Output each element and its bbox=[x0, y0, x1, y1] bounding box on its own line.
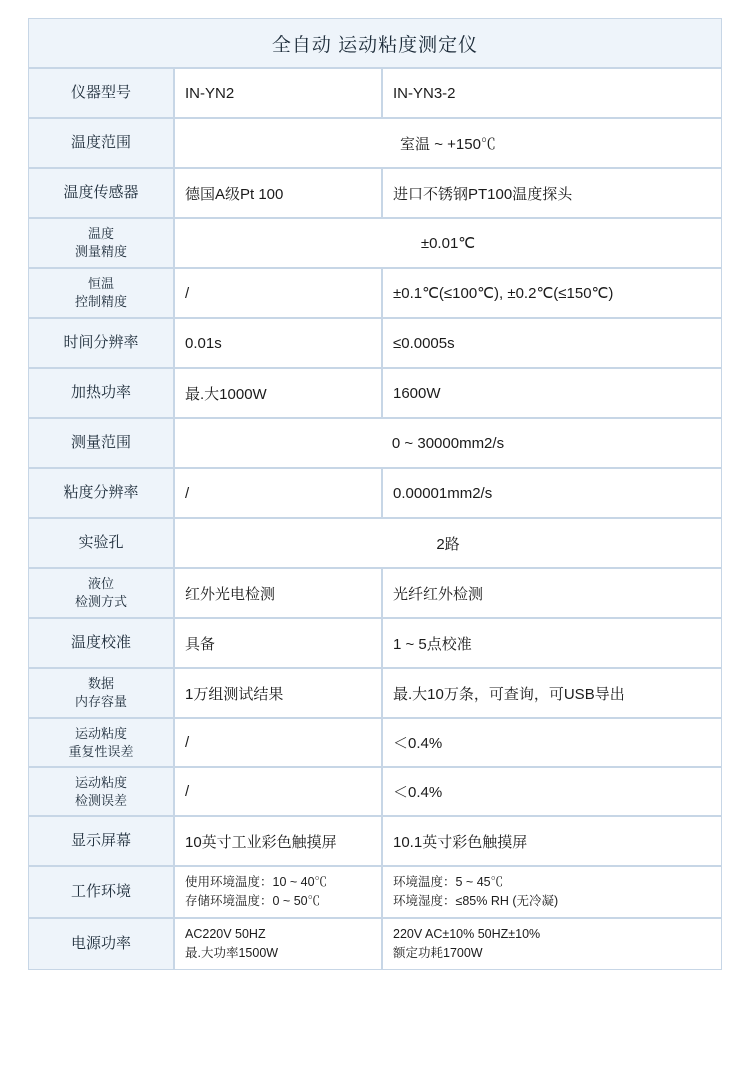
table-row bbox=[28, 518, 722, 568]
row-value-17-col2-line2: 额定功耗1700W bbox=[393, 946, 483, 961]
table-row bbox=[28, 767, 722, 816]
row-value-16-col1-line2: 存储环境温度：0 ~ 50℃ bbox=[185, 894, 321, 909]
row-label-3-line2: 测量精度 bbox=[74, 244, 127, 259]
row-value-16-col2-line2: 环境湿度：≤85% RH (无冷凝) bbox=[393, 894, 559, 909]
row-value-3-merged: ±0.01℃ bbox=[174, 218, 722, 268]
row-label-10-line2: 检测方式 bbox=[74, 594, 127, 609]
row-label-11: 温度校准 bbox=[28, 618, 174, 668]
row-value-14-col2: ＜0.4% bbox=[382, 767, 722, 816]
row-value-2-col2: 进口不锈钢PT100温度探头 bbox=[382, 168, 722, 218]
row-label-16: 工作环境 bbox=[28, 866, 174, 918]
row-value-4-col2: ±0.1℃(≤100℃), ±0.2℃(≤150℃) bbox=[382, 268, 722, 318]
row-value-11-col1: 具备 bbox=[174, 618, 382, 668]
row-value-0-col2: IN-YN3-2 bbox=[382, 68, 722, 118]
table-row bbox=[28, 918, 722, 970]
row-value-17-col2 bbox=[382, 918, 722, 970]
row-value-16-col1 bbox=[174, 866, 382, 918]
table-row bbox=[28, 318, 722, 368]
row-value-14-col1: / bbox=[174, 767, 382, 816]
row-label-4 bbox=[28, 268, 174, 318]
row-label-3-line1: 温度 bbox=[87, 226, 114, 242]
row-value-8-col1: / bbox=[174, 468, 382, 518]
row-label-14-line1: 运动粘度 bbox=[74, 775, 127, 791]
row-value-12-col1: 1万组测试结果 bbox=[174, 668, 382, 718]
row-value-10-col1: 红外光电检测 bbox=[174, 568, 382, 618]
row-value-5-col1: 0.01s bbox=[174, 318, 382, 368]
row-label-15: 显示屏幕 bbox=[28, 816, 174, 866]
row-value-11-col2: 1 ~ 5点校准 bbox=[382, 618, 722, 668]
table-row bbox=[28, 168, 722, 218]
row-label-14-line2: 检测误差 bbox=[74, 792, 127, 808]
row-label-13-line2: 重复性误差 bbox=[68, 743, 134, 759]
table-row bbox=[28, 618, 722, 668]
row-label-12-line1: 数据 bbox=[87, 676, 114, 692]
row-value-17-col1-line1: AC220V 50HZ bbox=[185, 927, 266, 942]
row-label-12-line2: 内存容量 bbox=[74, 694, 127, 709]
row-value-0-col1: IN-YN2 bbox=[174, 68, 382, 118]
row-label-6: 加热功率 bbox=[28, 368, 174, 418]
row-value-8-col2: 0.00001mm2/s bbox=[382, 468, 722, 518]
row-value-7-merged: 0 ~ 30000mm2/s bbox=[174, 418, 722, 468]
row-value-6-col2: 1600W bbox=[382, 368, 722, 418]
row-value-12-col2: 最.大10万条，可查询，可USB导出 bbox=[382, 668, 722, 718]
table-row bbox=[28, 218, 722, 268]
row-value-4-col1: / bbox=[174, 268, 382, 318]
row-value-1-merged: 室温 ~ +150℃ bbox=[174, 118, 722, 168]
specifications-table bbox=[28, 18, 722, 970]
table-row bbox=[28, 568, 722, 618]
row-value-15-col2: 10.1英寸彩色触摸屏 bbox=[382, 816, 722, 866]
table-row bbox=[28, 816, 722, 866]
table-row bbox=[28, 268, 722, 318]
row-value-17-col2-line1: 220V AC±10% 50HZ±10% bbox=[393, 927, 541, 942]
table-row bbox=[28, 718, 722, 767]
row-label-5: 时间分辨率 bbox=[28, 318, 174, 368]
row-label-7: 测量范围 bbox=[28, 418, 174, 468]
table-body bbox=[28, 18, 722, 970]
row-value-13-col1: / bbox=[174, 718, 382, 767]
row-value-2-col1: 德国A级Pt 100 bbox=[174, 168, 382, 218]
table-row bbox=[28, 866, 722, 918]
table-row bbox=[28, 118, 722, 168]
row-label-4-line1: 恒温 bbox=[87, 276, 114, 292]
row-label-2: 温度传感器 bbox=[28, 168, 174, 218]
row-label-1: 温度范围 bbox=[28, 118, 174, 168]
row-label-13-line1: 运动粘度 bbox=[74, 726, 127, 741]
row-value-16-col1-line1: 使用环境温度：10 ~ 40℃ bbox=[185, 875, 328, 890]
row-label-14 bbox=[28, 767, 174, 816]
row-label-9: 实验孔 bbox=[28, 518, 174, 568]
table-title-row bbox=[28, 18, 722, 68]
row-label-0: 仪器型号 bbox=[28, 68, 174, 118]
row-label-13 bbox=[28, 718, 174, 767]
row-value-5-col2: ≤0.0005s bbox=[382, 318, 722, 368]
document-title: 全自动 运动粘度测定仪 bbox=[28, 18, 722, 68]
row-label-17: 电源功率 bbox=[28, 918, 174, 970]
row-value-17-col1-line2: 最.大功率1500W bbox=[185, 946, 279, 961]
row-value-13-col2: ＜0.4% bbox=[382, 718, 722, 767]
row-label-8: 粘度分辨率 bbox=[28, 468, 174, 518]
row-label-10-line1: 液位 bbox=[87, 576, 114, 592]
table-row bbox=[28, 368, 722, 418]
table-row bbox=[28, 468, 722, 518]
row-value-9-merged: 2路 bbox=[174, 518, 722, 568]
row-value-10-col2: 光纤红外检测 bbox=[382, 568, 722, 618]
row-value-16-col2-line1: 环境温度：5 ~ 45℃ bbox=[393, 875, 504, 890]
row-label-10 bbox=[28, 568, 174, 618]
table-row bbox=[28, 68, 722, 118]
row-label-12 bbox=[28, 668, 174, 718]
row-value-16-col2 bbox=[382, 866, 722, 918]
row-value-15-col1: 10英寸工业彩色触摸屏 bbox=[174, 816, 382, 866]
table-row bbox=[28, 668, 722, 718]
table-row bbox=[28, 418, 722, 468]
row-value-17-col1 bbox=[174, 918, 382, 970]
row-value-6-col1: 最.大1000W bbox=[174, 368, 382, 418]
row-label-4-line2: 控制精度 bbox=[74, 294, 127, 309]
row-label-3 bbox=[28, 218, 174, 268]
